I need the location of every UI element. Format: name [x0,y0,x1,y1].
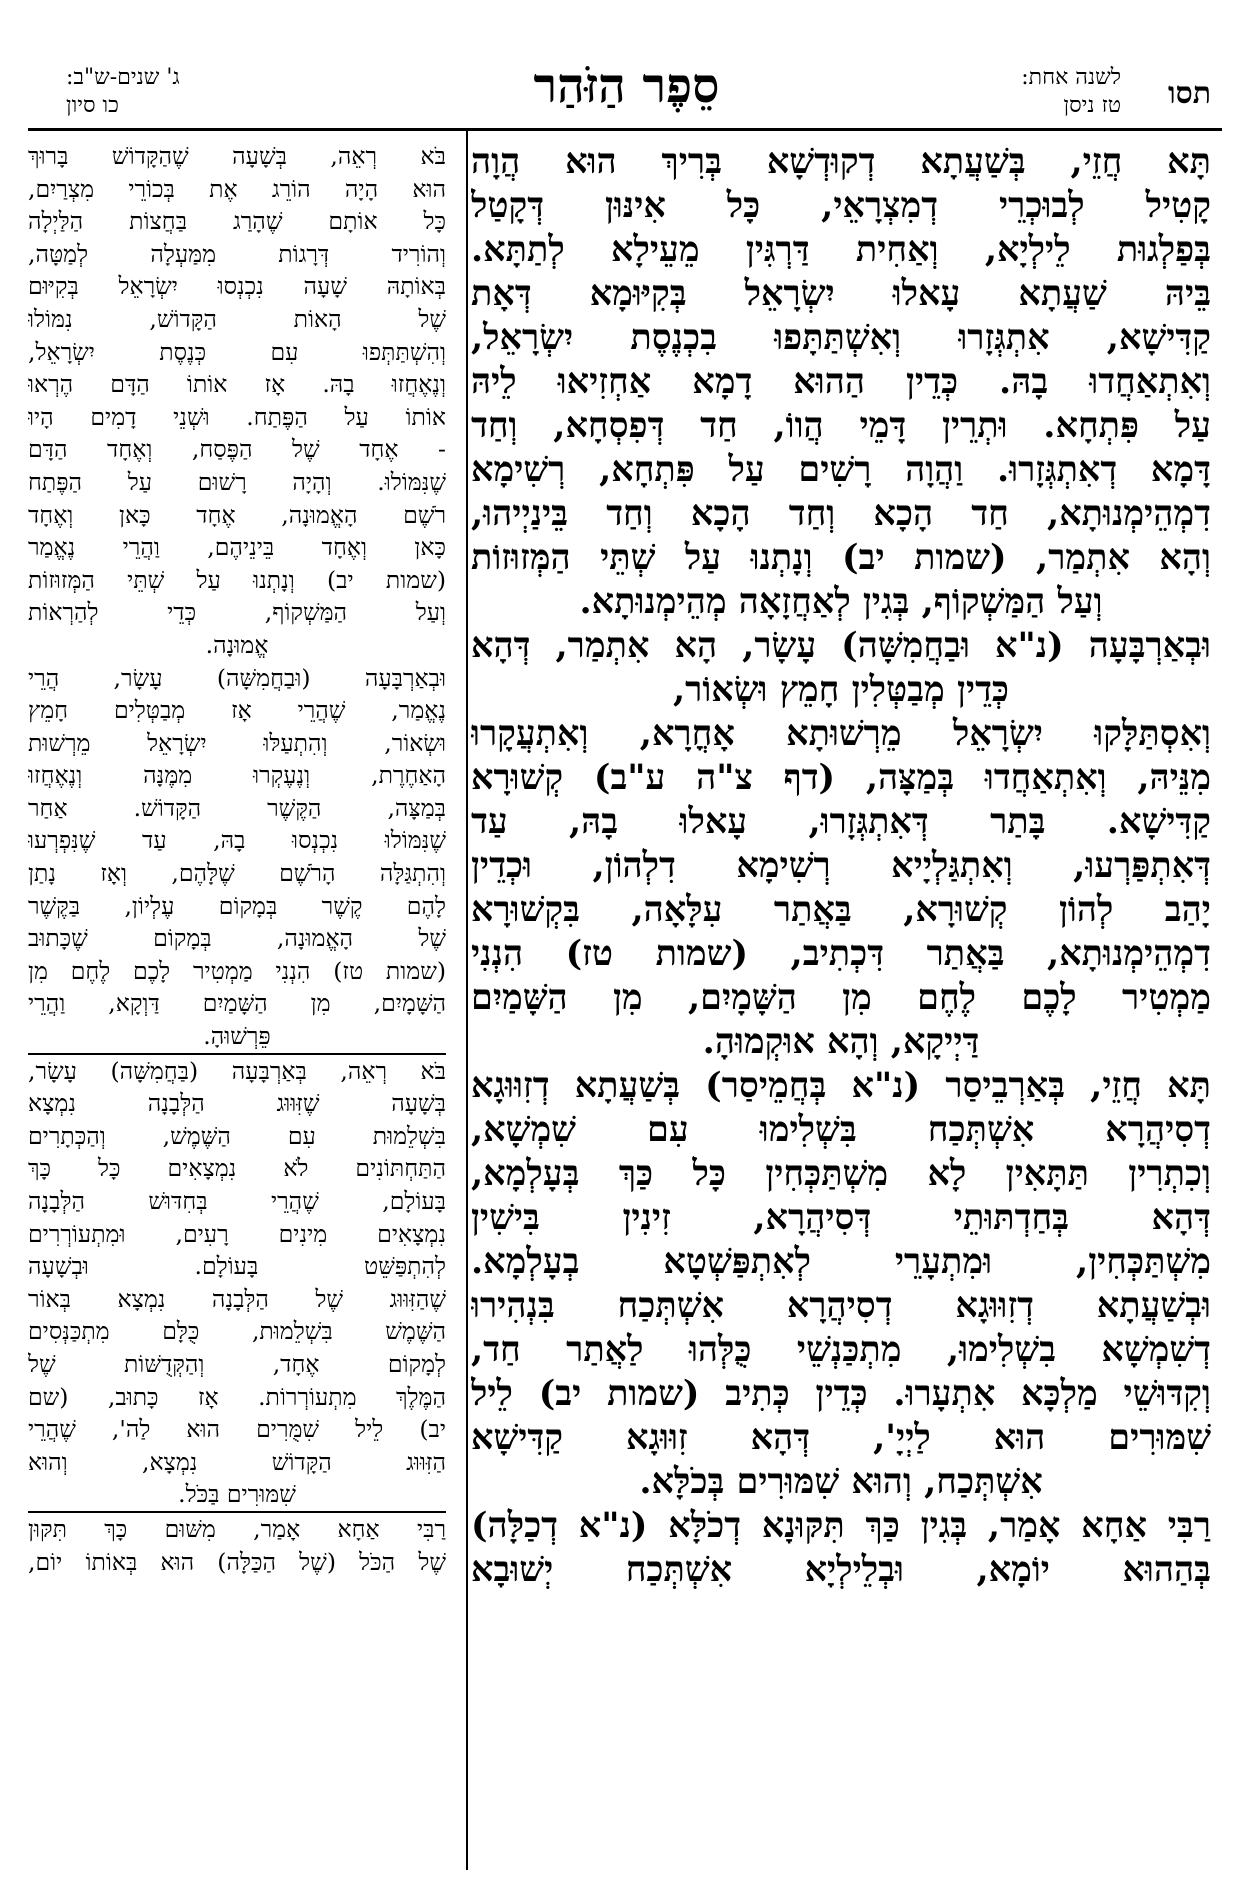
side-text-line: רֹשֶׁם הָאֱמוּנָה, אֶחָד כָּאן וְאֶחָד [28,500,446,529]
main-text-line: כְּדֵין מְבַטְּלִין חָמֵץ וּשְׂאוֹר, [672,669,1010,710]
side-text-line: וְהוֹרִיד דְּרָגוֹת מִמַּעְלָה לְמַטָּה, [28,239,446,268]
side-text-line: הַזִּוּוּג הַקָּדוֹשׁ נִמְצָא, וְהוּא [28,1447,446,1476]
cycle-date: כו סיון [66,93,119,118]
main-text-line: רַבִּי אַחָא אָמַר, בְּגִין כַּךְ תִּקּוּנָא דְכֹלָּא (נ"א דְכַלָּה) [471,1505,1211,1546]
main-text-line: שִׁמּוּרִים הוּא לַיְיָ', דְּהָא זִוּוּגָא קַדִּישָׁא [471,1417,1211,1458]
side-text-line: רַבִּי אַחָא אָמַר, מִשּׁוּם כָּךְ תִּקּוּן [28,1514,446,1543]
cycle-date: טז ניסן [1063,93,1121,118]
cycle-label: ג' שנים-ש"ב: [66,65,180,90]
main-text-line: דְּאִתְפַּרְעוּ, וְאִתְגַּלְיָיא רְשִׁימָא דִלְהוֹן, וּכְדֵין [471,845,1211,886]
main-text-line: דִמְהֵימְנוּתָא, חַד הָכָא וְחַד הָכָא וְחַד בֵּינַיְיהוּ, [471,493,1211,534]
side-text-line: יב) לֵיל שִׁמֻּרִים הוּא לַה', שֶׁהֲרֵי [28,1415,446,1444]
side-text-line: בָּעוֹלָם, שֶׁהֲרֵי בְּחִדּוּשׁ הַלְּבָנָה [28,1187,446,1215]
side-text-line: שֶׁנִּמּוֹלוּ. וְהָיָה רָשׁוּם עַל הַפֶּתַח [28,467,446,496]
book-title: סֵפֶר הַזֹּהַר [533,58,720,114]
aramaic-text-column [471,140,1211,1860]
main-text-line: וּבְשַׁעֲתָא דְזִוּוּגָא דְסִיהֲרָא אִשְׁתְּכַח בִּנְהִירוּ [471,1285,1211,1326]
side-text-line: שֶׁל הַכֹּל (שֶׁל הַכַּלָּה) הוּא בְּאוֹתוֹ יוֹם, [28,1547,446,1576]
cycle-label: לשנה אחת: [1021,65,1121,90]
side-text-line: (שמות יב) וְנָתְנוּ עַל שְׁתֵּי הַמְּזוּזוֹת [28,565,446,594]
side-text-line: בְּאוֹתָהּ שָׁעָה נִכְנְסוּ יִשְׂרָאֵל בְּקִיּוּם [28,272,446,301]
main-text-line: דְּהָא בְּחַדְתּוּתֵי דְּסִיהֲרָא, זִינִין בִּישִׁין [471,1197,1211,1238]
side-text-line: בֹּא רְאֵה, בְּשָׁעָה שֶׁהַקָּדוֹשׁ בָּרוּךְ [28,142,446,170]
main-text-line: קָטִיל לְבוּכְרֵי דְמִצְרָאֵי, כָּל אִינּוּן דְּקָטַל [471,185,1211,226]
side-text-line: וְהִתְגַּלָּה הָרֹשֶׁם שֶׁלָּהֶם, וְאָז נָתַן [28,859,446,888]
side-text-line: בְּמַצָּה, הַקֶּשֶׁר הַקָּדוֹשׁ. אַחַר [28,793,446,822]
side-text-line: (שמות טז) הִנְנִי מַמְטִיר לָכֶם לֶחֶם מִן [28,956,446,985]
hebrew-translation-column [28,140,446,1860]
header-rule [28,128,1222,131]
main-text-line: תָּא חֲזֵי, בְּשַׁעֲתָא דְקוּדְשָׁא בְּרִיךְ הוּא הֲוָה [471,141,1211,182]
main-text-line: וּבְאַרְבָּעָה (נ"א וּבַחֲמִשָּׁה) עָשָׂר, הָא אִתְמַר, דְּהָא [471,625,1211,666]
side-text-line: לְהִתְפַּשֵּׁט בָּעוֹלָם. וּבְשָׁעָה [28,1252,446,1281]
main-text-line: דְשִׁמְשָׁא בִשְׁלִימוּ, מִתְכַּנְשֵׁי כֻּלְּהוּ לַאֲתַר חַד, [471,1329,1211,1370]
main-text-line: עַל פִּתְחָא. וּתְרֵין דָּמֵי הֲווֹ, חַד דְּפִסְחָא, וְחַד [471,405,1211,446]
side-text-line: הַשֶּׁמֶשׁ בִּשְׁלֵמוּת, כֻּלָּם מִתְכַּנְּסִים [28,1317,446,1346]
side-text-line: שֶׁהַזִּוּוּג שֶׁל הַלְּבָנָה נִמְצָא בְּאוֹר [28,1284,446,1313]
main-text-line: וְכִתְרִין תַּתָּאִין לָא מִשְׁתַּכְּחִין כָּל כַּךְ בְּעָלְמָא, [471,1153,1211,1194]
side-text-line: וְהִשְׁתַּתְּפוּ עִם כְּנֶסֶת יִשְׂרָאֵל, [28,337,446,366]
main-text-line: וְקִדּוּשֵׁי מַלְכָּא אִתְעָרוּ. כְּדֵין כְּתִיב (שמות יב) לֵיל [471,1373,1211,1414]
side-text-line: הַשָּׁמָיִם, מִן הַשָּׁמַיִם דַּוְקָא, וַהֲרֵי [28,989,446,1018]
main-text-line: דַּיְיקָא, וְהָא אוּקְמוּהָ. [702,1021,980,1062]
side-text-line: בִּשְׁלֵמוּת עִם הַשֶּׁמֶשׁ, וְהַכְּתָרִים [28,1121,446,1150]
main-text-line: תָּא חֲזֵי, בְּאַרְבֵיסַר (נ"א בְּחֲמֵיסַר) בְּשַׁעֲתָא דְזִוּוּגָא [471,1065,1211,1106]
main-text-line: בְּפַלְגוּת לֵילְיָא, וְאַחִית דַּרְגִּין מֵעֵילָא לְתַתָּא. [471,229,1211,270]
side-text-line: הַמֶּלֶךְ מִתְעוֹרְרוֹת. אָז כָּתוּב, (שם [28,1382,446,1411]
main-text-line: וְאִסְתַּלָּקוּ יִשְׂרָאֵל מֵרְשׁוּתָא אָחֳרָא, וְאִתְעֲקָרוּ [471,713,1211,754]
main-text-line: וְעַל הַמַּשְׁקוֹף, בְּגִין לְאַחֲזָאָה מְהֵימְנוּתָא. [579,581,1103,622]
side-text-line: שֶׁל הָאוֹת הַקָּדוֹשׁ, נִמּוֹלוּ [28,304,446,333]
side-text-line: הַתַּחְתּוֹנִים לֹא נִמְצָאִים כָּל כָּךְ [28,1154,446,1183]
side-text-line: שֶׁנִּמּוֹלוּ נִכְנְסוּ בָהּ, עַד שֶׁנִּפְרְעוּ [28,826,446,855]
column-divider [466,130,468,1870]
main-text-line: בְּהַהוּא יוֹמָא, וּבְלֵילְיָא אִשְׁתְּכַח יְשׁוּבָא [471,1549,1211,1590]
side-text-line: שֶׁל הָאֱמוּנָה, בְּמָקוֹם שֶׁכָּתוּב [28,924,446,953]
side-text-line: בֹּא רְאֵה, בְּאַרְבָּעָה (בַּחֲמִשָּׁה) עָשָׂר, [28,1056,446,1085]
side-text-line: וּבְאַרְבָּעָה (וּבַחֲמִשָּׁה) עָשָׂר, הֲרֵי [28,663,446,692]
side-text-line: אוֹתוֹ עַל הַפֶּתַח. וּשְׁנֵי דָמִים הָיוּ [28,402,446,431]
main-text-line: מִשְׁתַּכְּחִין, וּמִתְעָרֵי לְאִתְפַּשְׁטָא בְעָלְמָא. [471,1241,1211,1282]
side-text-line: וְעַל הַמַּשְׁקוֹף, כְּדֵי לְהַרְאוֹת [28,598,446,627]
side-text-line: אֱמוּנָה. [205,630,269,659]
main-text-line: יָהַב לְהוֹן קְשׁוּרָא, בַּאֲתַר עִלָּאָה, בִּקְשׁוּרָא [471,889,1211,930]
main-text-line: וְהָא אִתְמַר, (שמות יב) וְנָתְנוּ עַל שְׁתֵּי הַמְּזוּזוֹת [471,537,1211,578]
page-number: תסו [1167,76,1211,111]
side-text-line: פֵּרְשׁוּהָ. [28,1020,446,1055]
main-text-line: דָּמָא דְאִתְגְּזָרוּ. וַהֲוָה רָשִׁים עַל פִּתְחָא, רְשִׁימָא [471,449,1211,490]
side-text-line: וְנֶאֶחֲזוּ בָהּ. אָז אוֹתוֹ הַדָּם הֶרְאוּ [28,370,446,399]
side-text-line: הָאַחֶרֶת, וְנֶעֶקְרוּ מִמֶּנָּה וְנֶאֶחֲזוּ [28,761,446,790]
side-text-line: לְמָקוֹם אֶחָד, וְהַקְּדֻשּׁוֹת שֶׁל [28,1349,446,1378]
main-text-line: בֵּיהּ שַׁעֲתָא עָאלוּ יִשְׂרָאֵל בְּקִיּוּמָא דְּאָת [471,273,1211,314]
side-text-line: בְּשָׁעָה שֶׁזִּוּוּג הַלְּבָנָה נִמְצָא [28,1089,446,1118]
main-text-line: מַמְטִיר לָכֶם לֶחֶם מִן הַשָּׁמָיִם, מִן הַשָּׁמַיִם [471,977,1211,1018]
side-text-line: כָּל אוֹתָם שֶׁהָרַג בַּחֲצוֹת הַלַּיְלָה [28,207,446,236]
side-text-line: נִמְצָאִים מִינִים רָעִים, וּמִתְעוֹרְרִים [28,1219,446,1248]
main-text-line: וְאִתְאַחֲדוּ בָהּ. כְּדֵין הַהוּא דָמָא אַחְזִיאוּ לֵיהּ [471,361,1211,402]
side-text-line: כָּאן וְאֶחָד בֵּינֵיהֶם, וַהֲרֵי נֶאֱמַר [28,533,446,562]
side-text-line: - אֶחָד שֶׁל הַפֶּסַח, וְאֶחָד הַדָּם [28,435,446,464]
main-text-line: אִשְׁתְּכַח, וְהוּא שִׁמּוּרִים בְּכֹלָּא. [639,1461,1043,1502]
main-text-line: דְסִיהֲרָא אִשְׁתְּכַח בִּשְׁלִימוּ עִם שִׁמְשָׁא, [471,1109,1211,1150]
main-text-line: קַדִּישָׁא, אִתְגְּזָרוּ וְאִשְׁתַּתָּפוּ בִכְנֶסֶת יִשְׂרָאֵל, [471,317,1211,358]
main-text-line: מִנֵּיהּ, וְאִתְאַחֲדוּ בְּמַצָּה, (דף צ"ה ע"ב) קְשׁוּרָא [471,757,1211,798]
side-text-line: הוּא הָיָה הוֹרֵג אֶת בְּכוֹרֵי מִצְרַיִם, [28,174,446,203]
side-text-line: נֶאֱמַר, שֶׁהֲרֵי אָז מְבַטְּלִים חָמֵץ [28,696,446,725]
side-text-line: שִׁמּוּרִים בַּכֹּל. [28,1478,446,1513]
main-text-line: קַדִּישָׁא. בָּתַר דְּאִתְגְּזָרוּ, עָאלוּ בָהּ, עַד [471,801,1211,842]
main-text-line: דִמְהֵימְנוּתָא, בַּאֲתַר דִּכְתִיב, (שמות טז) הִנְנִי [471,933,1211,974]
side-text-line: לָהֶם קֶשֶׁר בְּמָקוֹם עֶלְיוֹן, בַּקֶּשֶׁר [28,891,446,920]
page-header [0,58,1253,128]
side-text-line: וּשְׂאוֹר, וְהִתְעַלּוּ יִשְׂרָאֵל מֵרְשׁוּת [28,728,446,757]
study-cycle-three-years [66,64,366,120]
